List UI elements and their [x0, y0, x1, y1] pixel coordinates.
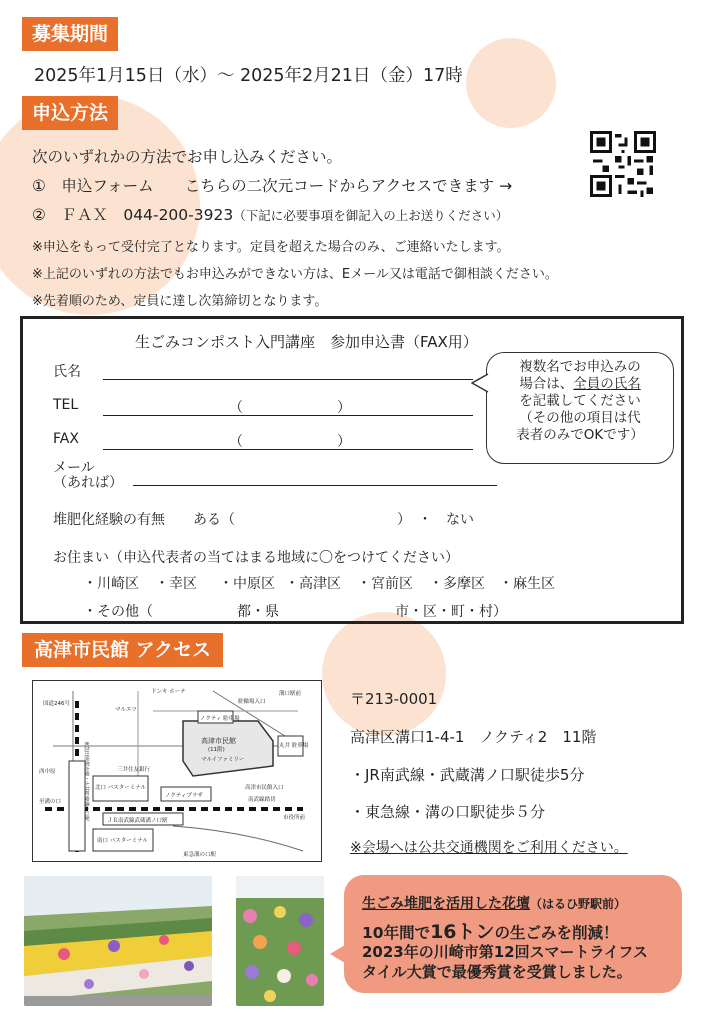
map-label-plaza: ノクティプラザ [165, 793, 203, 799]
map-label-family: マルイファミリー [201, 757, 245, 763]
ward-takatsu[interactable]: ・高津区 [285, 576, 341, 592]
period-header: 募集期間 [22, 17, 118, 51]
access-map [32, 680, 322, 862]
map-label-bus-south: 南口 バスターミナル [97, 838, 148, 844]
fax-paren-close: ） [337, 434, 351, 450]
fax-number: ② ＦＡＸ 044-200-3923 [32, 206, 234, 224]
email-field[interactable] [133, 485, 497, 486]
map-label-building: 高津市民館 [201, 737, 236, 745]
map-label-bike: 駐輪場入口 [238, 699, 266, 705]
map-label-nocti-parking: ノクティ 駐車場 [200, 716, 240, 722]
bubble-line-5: 表者のみでOKです） [516, 427, 644, 443]
multiple-applicant-note [486, 352, 674, 464]
callout-line-2: 2023年の川崎市第12回スマートライフス [362, 943, 648, 961]
postal-code: 〒213-0001 [350, 690, 438, 708]
decor-circle-right [466, 38, 556, 128]
qr-code[interactable] [590, 131, 656, 197]
bubble-line-2: 場合は、全員の氏名 [519, 376, 641, 392]
bubble-emphasis: 全員の氏名 [573, 376, 641, 392]
apply-note-3: ※先着順のため、定員に達し次第締切となります。 [32, 294, 328, 309]
tel-field[interactable] [103, 415, 473, 416]
ward-miyamae[interactable]: ・宮前区 [357, 576, 413, 592]
ward-asao[interactable]: ・麻生区 [499, 576, 555, 592]
access-jr: ・JR南武線・武蔵溝ノ口駅徒歩5分 [350, 766, 585, 784]
fax-label: FAX [53, 431, 79, 447]
email-label-main: メール [53, 460, 95, 476]
map-label-maruetsu: マルエツ [115, 707, 138, 713]
apply-method-form: ① 申込フォーム こちらの二次元コードからアクセスできます → [32, 177, 513, 195]
ward-saiwai[interactable]: ・幸区 [155, 576, 197, 592]
callout-amount: 16トン [430, 921, 495, 943]
name-field[interactable] [103, 379, 473, 380]
map-label-entrance: 高津市民館入口 [245, 785, 284, 791]
bubble-line-1: 複数名でお申込みの [519, 359, 641, 375]
map-label-r246: 国道246号 [43, 701, 70, 707]
apply-method-fax [32, 203, 508, 225]
form-title: 生ごみコンポスト入門講座 参加申込書（FAX用） [135, 333, 478, 351]
map-label-nanbu: 南武線踏切 [248, 797, 276, 803]
flowerbed-photo-2 [236, 876, 324, 1006]
map-label-right1: 市役所前 [283, 815, 306, 821]
apply-header: 申込方法 [22, 96, 118, 130]
fax-paren-open: （ [229, 434, 243, 450]
pref-label: 都・県 [237, 604, 279, 620]
residence-label: お住まい（申込代表者の当てはまる地域に〇をつけてください） [53, 550, 459, 566]
map-label-bus-north: 北口 バスターミナル [95, 785, 146, 791]
access-header: 高津市民館 アクセス [22, 633, 223, 667]
map-label-sanjo: 三井住友銀行 [117, 767, 151, 773]
callout-title-main: 生ごみ堆肥を活用した花壇 [362, 896, 530, 912]
city-label: 市・区・町・村） [395, 604, 507, 620]
ward-nakahara[interactable]: ・中原区 [219, 576, 275, 592]
map-label-parking: 丸井 駐車場 [279, 743, 309, 749]
callout-title-note: （はるひ野駅前） [530, 897, 627, 911]
map-label-floor: (11階) [208, 747, 225, 753]
email-label [53, 461, 123, 491]
ward-kawasaki[interactable]: ・川崎区 [83, 576, 139, 592]
callout-title [362, 893, 626, 913]
map-label-tokyu-bottom: 東急溝の口駅 [183, 852, 217, 858]
callout-line-3: タイル大賞で最優秀賞を受賞しました。 [362, 963, 632, 981]
experience-label: 堆肥化経験の有無 ある（ [53, 512, 235, 528]
callout-tail [330, 940, 350, 968]
bubble-tail [471, 372, 489, 394]
transport-note: ※会場へは公共交通機関をご利用ください。 [350, 840, 628, 856]
access-map-drawing [33, 681, 320, 860]
apply-note-1: ※申込をもって受付完了となります。定員を超えた場合のみ、ご連絡いたします。 [32, 240, 510, 255]
fax-field[interactable] [103, 449, 473, 450]
access-tokyu: ・東急線・溝の口駅徒歩５分 [350, 803, 546, 821]
address: 高津区溝口1-4-1 ノクティ2 11階 [350, 728, 597, 746]
fax-note: （下記に必要事項を御記入の上お送りください） [233, 208, 509, 223]
name-label: 氏名 [53, 364, 81, 380]
flowerbed-photo-1 [24, 876, 212, 1006]
tel-paren-open: （ [229, 400, 243, 416]
email-label-sub: （あれば） [53, 475, 123, 491]
bubble-line-3: を記載してください [519, 393, 641, 409]
period-dates: 2025年1月15日（水）～ 2025年2月21日（金）17時 [34, 66, 463, 86]
bubble-line-4: （その他の項目は代 [519, 410, 641, 426]
tel-paren-close: ） [337, 400, 351, 416]
apply-note-2: ※上記のいずれの方法でもお申込みができない方は、Eメール又は電話で御相談ください。 [32, 267, 558, 282]
decor-circle-bottom [322, 612, 446, 736]
experience-close: ） ・ ない [397, 512, 474, 528]
ward-tama[interactable]: ・多摩区 [429, 576, 485, 592]
tel-label: TEL [53, 397, 79, 413]
map-label-donki: ドンキ ホーテ [151, 689, 186, 695]
callout-line-1: 10年間で16トンの生ごみを削減！ [362, 921, 619, 943]
apply-intro: 次のいずれかの方法でお申し込みください。 [32, 148, 343, 166]
map-label-tokyu: 東急田園都市線・大井町線溝の口駅 [83, 741, 89, 822]
other-label[interactable]: ・その他（ [83, 604, 153, 620]
map-label-right2: 溝口駅前 [279, 691, 302, 697]
map-label-jr: ＪＲ南武線武蔵溝ノ口駅 [107, 818, 168, 824]
map-label-nishi: 西中原 [39, 769, 56, 775]
map-label-left2: 至溝の口 [39, 799, 62, 805]
